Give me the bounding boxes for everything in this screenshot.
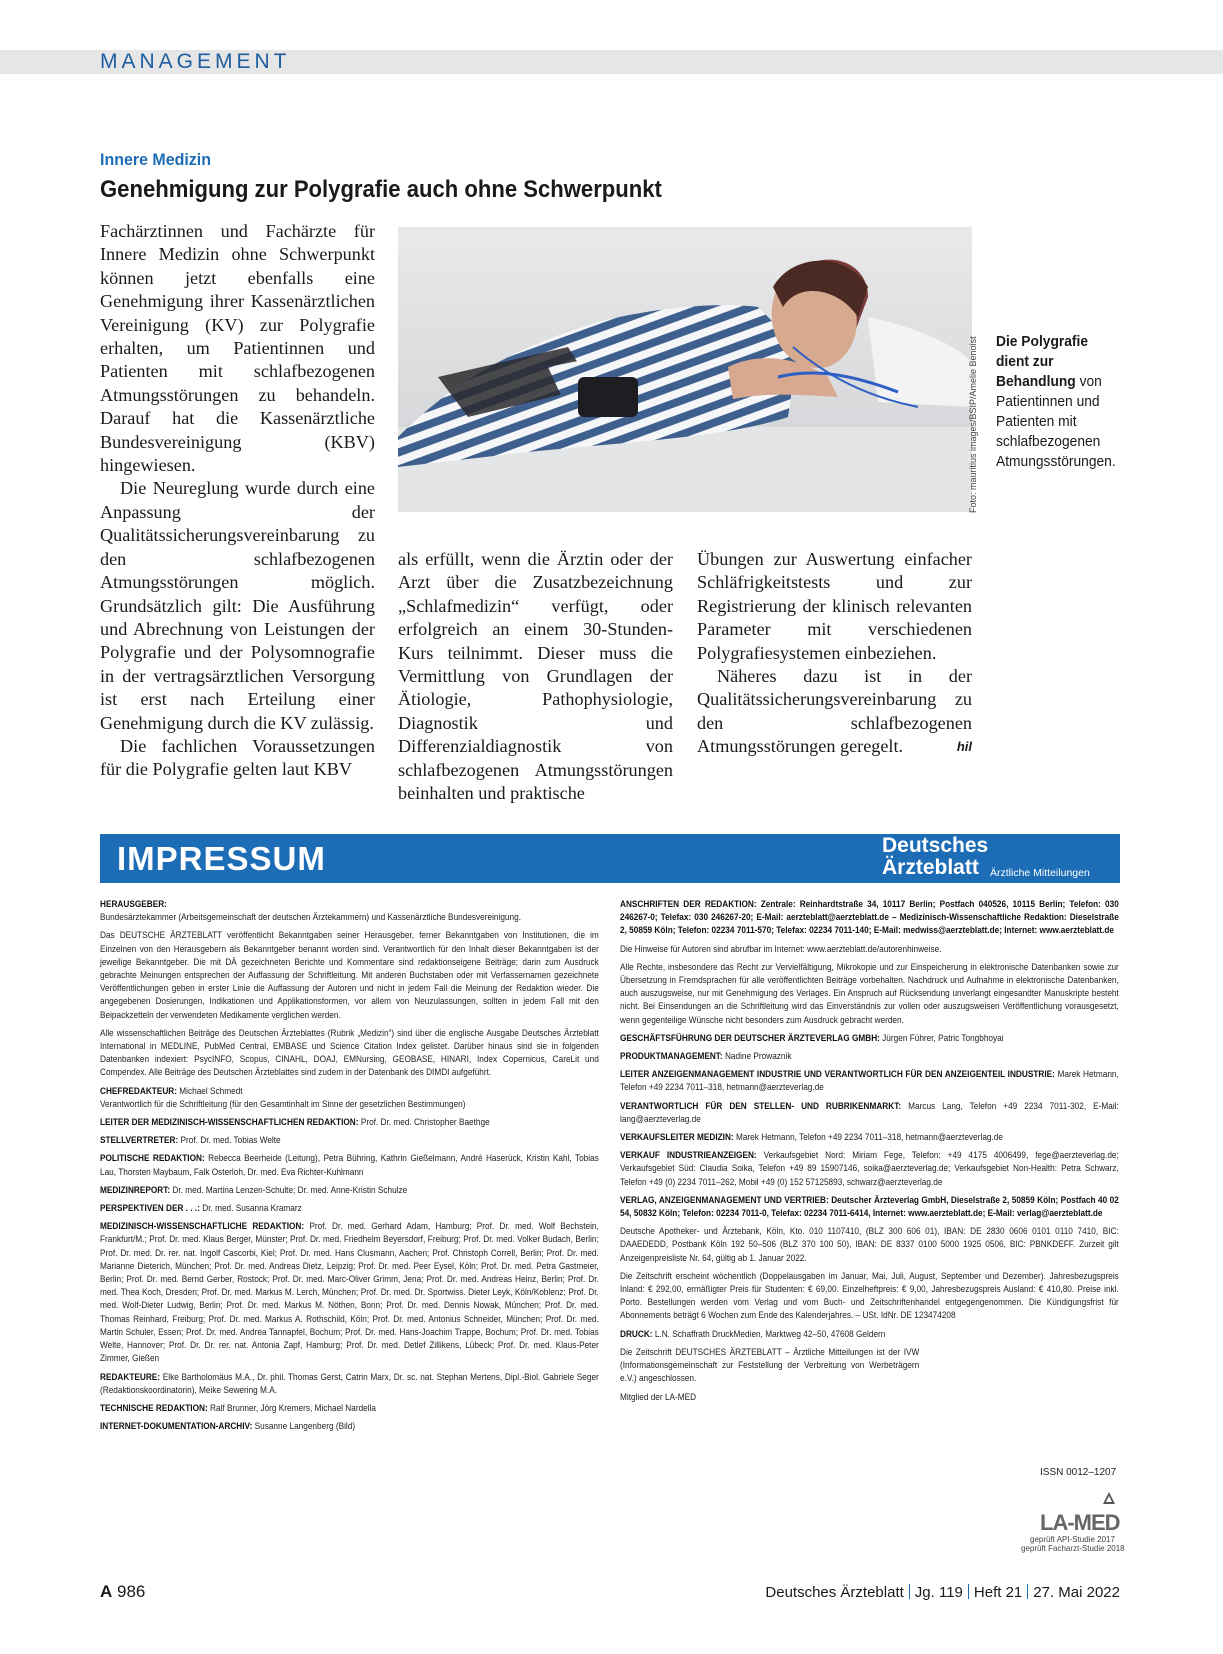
impressum-value: L.N. Schaffrath DruckMedien, Marktweg 42–50, 47608 Geldern [652, 1328, 886, 1340]
impressum-entry [100, 1027, 600, 1080]
impressum-value: Verkaufsgebiet Nord: Miriam Fege, Telefon: +49 4175 4006499, fege@aerzteverlag.de; Verkaufsgebiet Süd: Claudia Soika, Telefon +49 89 15907146, soika@aerzteverlag.de; Verkaufsgebiet Non-Health: Petra Schwarz, Telefon +49 (0) 2234 7011–262, Mobil +49 (0) 152 57125893, schwarz@aerzteverlag.de [620, 1150, 1119, 1188]
impressum-value: Prof. Dr. med. Christopher Baethge [358, 1117, 490, 1129]
impressum-entry [620, 1068, 1120, 1094]
paragraph-text: Näheres dazu ist in der Qualitätssicherungsvereinbarung zu den schlafbezogenen Atmungsstörungen geregelt. [697, 666, 972, 757]
impressum-entry [620, 1346, 920, 1386]
impressum-entry [620, 1050, 1120, 1063]
impressum-entry-text [100, 1184, 599, 1197]
impressum-entry-text [100, 1085, 599, 1098]
impressum-entry-text [100, 911, 599, 924]
impressum-entry [100, 929, 600, 1021]
impressum-entry [100, 1371, 600, 1397]
impressum-entry-text [620, 961, 1119, 1027]
impressum-entry-text [100, 1152, 599, 1178]
impressum-value: Die Zeitschrift erscheint wöchentlich (Doppelausgaben im Januar, Mai, Juli, August, September und Dezember). Jahresbezugspreis Inland: € 292,00, ermäßigter Preis für Studenten: € 69,00. Einzelheftpreis: € 9,00, Jahresbezugspreis Ausland: € 410,80. Preise inkl. Porto. Bestellungen werden vom Verlag und vom Buch- und Zeitschriftenhandel entgegengenommen. Die Kündigungsfrist für Abonnements beträgt 6 Wochen zum Ende des Kalenderjahres. – USt. IdNr. DE 123474208 [620, 1270, 1119, 1322]
impressum-entry [620, 1100, 1120, 1126]
journal-logo-line-2: Ärzteblatt [882, 856, 979, 879]
impressum-label: ANSCHRIFTEN DER REDAKTION: Zentrale: Reinhardtstraße 34, 10117 Berlin; Postfach 040526, 10115 Berlin; Telefon: 030 246267-0; Telefax: 030 246267-20; E-Mail: aerzteblatt@aerzteblatt.de – Medizinisch-Wissenschaftliche Redaktion: Dieselstraße 2, 50859 Köln; Telefon: 02234 7011-570; Telefax: 02234 7011-140; E-Mail: medwiss@aerzteblatt.de; Internet: www.aerzteblatt.de [620, 899, 1119, 937]
impressum-value: Rebecca Beerheide (Leitung), Petra Bühring, Kathrin Gießelmann, André Haserück, Kristin Kahl, Tobias Lau, Thorsten Maybaum, Falk Osterloh, Dr. med. Eva Richter-Kuhlmann [100, 1153, 599, 1178]
article-column-3 [697, 548, 972, 759]
impressum-value: Ralf Brunner, Jörg Kremers, Michael Nardella [207, 1402, 377, 1414]
sleeping-patient-image [398, 227, 972, 512]
article-column-1 [100, 220, 375, 782]
footer-date: 27. Mai 2022 [1033, 1584, 1120, 1601]
article-kicker: Innere Medizin [100, 150, 211, 169]
paragraph: Die Neureglung wurde durch eine Anpassung der Qualitätssicherungsvereinbarung zu den schlafbezogenen Atmungsstörungen möglich. Grundsätzlich gilt: Die Ausführung und Abrechnung von Leistungen der Polygrafie und der Polysomnografie in der vertragsärztlichen Versorgung ist erst nach Erteilung einer Genehmigung durch die KV zulässig. [100, 478, 375, 733]
impressum-entry-text [100, 898, 599, 911]
impressum-entry-text [620, 1100, 1119, 1126]
paragraph: Übungen zur Auswertung einfacher Schläfrigkeitstests und zur Registrierung der klinisch relevanten Parameter mit verschiedenen Polygrafiesystemen einbeziehen. [697, 549, 972, 663]
impressum-value: Die Zeitschrift DEUTSCHES ÄRZTEBLATT – Ärztliche Mitteilungen ist der IVW (Informationsgemeinschaft zur Feststellung der Verbreitung von Werbeträgern e.V.) angeschlossen. [620, 1346, 920, 1385]
impressum-entry [100, 1202, 600, 1215]
impressum-title: IMPRESSUM [117, 840, 326, 877]
impressum-value: Verantwortlich für die Schriftleitung (für den Gesamtinhalt im Sinne der gesetzlichen Bestimmungen) [100, 1098, 466, 1110]
paragraph: als erfüllt, wenn die Ärztin oder der Arzt über die Zusatzbezeichnung „Schlafmedizin“ verfügt, oder erfolgreich an einem 30-Stunden-Kurs teilnimmt. Dieser muss die Vermittlung von Grundlagen der Ätiologie, Pathophysiologie, Diagnostik und Differenzialdiagnostik von schlafbezogenen Atmungsstörungen beinhalten und praktische [398, 549, 673, 804]
impressum-entry-text [100, 1134, 599, 1147]
page-prefix: A [100, 1582, 113, 1601]
impressum-entry [100, 898, 600, 911]
impressum-entry-text [620, 1194, 1119, 1220]
lamed-note-1: geprüft API-Studie 2017 [1030, 1535, 1115, 1544]
impressum-label: PRODUKTMANAGEMENT: [620, 1051, 723, 1063]
impressum-entry-text [620, 1391, 919, 1404]
impressum-value: Elke Bartholomäus M.A., Dr. phil. Thomas Gerst, Catrin Marx, Dr. sc. nat. Stephan Mertens, Dipl.-Biol. Gabriele Seger (Redaktionskoordinatorin), Meike Sewering M.A. [100, 1371, 599, 1396]
impressum-label: VERANTWORTLICH FÜR DEN STELLEN- UND RUBRIKENMARKT: [620, 1100, 902, 1112]
impressum-label: CHEFREDAKTEUR: [100, 1085, 178, 1097]
impressum-entry-text [620, 943, 1119, 956]
impressum-entry-text [100, 1098, 599, 1111]
issn: ISSN 0012–1207 [1040, 1467, 1117, 1478]
impressum-value: Marcus Lang, Telefon +49 2234 7011-302, E-Mail: lang@aerzteverlag.de [620, 1100, 1119, 1125]
impressum-entry [100, 1420, 600, 1433]
impressum-entry-text [620, 1050, 1119, 1063]
footer-divider [968, 1584, 969, 1599]
impressum-entry-text [620, 1346, 919, 1386]
lamed-logo: LA-MED [1040, 1510, 1120, 1535]
impressum-label: MEDIZINISCH-WISSENSCHAFTLICHE REDAKTION: [100, 1221, 305, 1233]
impressum-value: Jürgen Führer, Patric Tongbhoyai [879, 1032, 1004, 1044]
impressum-label: PERSPEKTIVEN DER . . .: [100, 1203, 200, 1215]
impressum-value: Dr. med. Susanna Kramarz [199, 1203, 302, 1215]
impressum-entry-text [620, 898, 1119, 938]
impressum-value: Michael Schmedt [177, 1085, 243, 1097]
photo-caption [996, 332, 1116, 472]
footer-divider [1027, 1584, 1028, 1599]
impressum-value: Nadine Prowaznik [722, 1051, 792, 1063]
paragraph: Die fachlichen Voraussetzungen für die Polygrafie gelten laut KBV [100, 735, 375, 780]
impressum-label: DRUCK: [620, 1328, 653, 1340]
impressum-value: Alle wissenschaftlichen Beiträge des Deutschen Ärzteblattes (Rubrik „Medizin“) sind über die englische Ausgabe Deutsches Ärzteblatt International in MEDLINE, PubMed Central, EMBASE und Science Citation Index gelistet. Darüber hinaus sind sie in folgenden Datenbanken indexiert: PsycINFO, Scopus, CINAHL, DOAJ, EMNursing, GEOBASE, HINARI, Index Copernicus, CareLit und Compendex. Alle Beiträge des Deutschen Ärzteblattes sind zudem in der Datenbank des DIMDI aufgeführt. [100, 1027, 599, 1079]
impressum-entry-text [100, 1027, 599, 1080]
impressum-value: Prof. Dr. med. Tobias Welte [178, 1135, 281, 1147]
impressum-value: Prof. Dr. med. Gerhard Adam, Hamburg; Prof. Dr. med. Wolf Bechstein, Frankfurt/M.; Prof. Dr. med. Klaus Berger, Münster; Prof. Dr. med. Friedhelm Beyersdorf, Freiburg; Prof. Dr. med. Volker Budach, Berlin; Prof. Dr. med. Dr. rer. nat. Ingolf Cascorbi, Kiel; Prof. Dr. med. Hans Clusmann, Aachen; Prof. Christoph Correll, Berlin; Prof. Dr. med. Marianne Dieterich, München; Prof. Dr. med. Andreas Dietz, Leipzig; Prof. Dr. med. Peer Eysel, Köln; Prof. Dr. med. Petra Gastmeier, Berlin; Prof. Dr. med. Bernd Gerber, Rostock; Prof. Dr. med. Marc-Oliver Grimm, Jena; Prof. Dr. med. Andreas Heinz, Berlin; Prof. Dr. med. Thea Koch, Dresden; Prof. Dr. med. Markus M. Lerch, München; Prof. Dr. med. Dr. Sportwiss. Dieter Leyk, Köln/Koblenz; Prof. Dr. med. Wolf-Dieter Ludwig, Berlin; Prof. Dr. med. Markus M. Nöthen, Bonn; Prof. Dr. med. Dennis Nowak, München; Prof. Dr. med. Thomas Reinhard, Freiburg; Prof. Dr. med. Markus A. Rothschild, Köln; Prof. Dr. med. Antonius Schneider, München; Prof. Dr. med. Martin Schuler, Essen; Prof. Dr. med. Andrea Tannapfel, Bochum; Prof. Dr. med. Hans-Joachim Trappe, Bochum; Prof. Dr. med. Tobias Welte, Hannover; Prof. Dr. Dr. rer. nat. Antonia Zapf, Hamburg; Prof. Dr. med. Detlef Zillikens, Lübeck; Prof. Dr. med. Klaus-Peter Zimmer, Gießen [100, 1221, 599, 1365]
impressum-entry [100, 1220, 600, 1365]
page-folio [100, 1582, 145, 1602]
caption-text: von Patientinnen und Patienten mit schlafbezogenen Atmungsstörungen. [996, 373, 1116, 470]
impressum-value: Dr. med. Martina Lenzen-Schulte; Dr. med. Anne-Kristin Schulze [170, 1184, 408, 1196]
impressum-left-column [100, 898, 600, 1438]
impressum-entry [620, 1391, 920, 1404]
impressum-label: STELLVERTRETER: [100, 1135, 179, 1147]
impressum-label: MEDIZINREPORT: [100, 1184, 171, 1196]
impressum-entry-text [620, 1270, 1119, 1323]
impressum-entry [620, 1131, 1120, 1144]
impressum-label: VERKAUFSLEITER MEDIZIN: [620, 1132, 734, 1144]
footer-journal: Deutsches Ärzteblatt [765, 1584, 904, 1601]
impressum-entry [620, 1032, 1120, 1045]
impressum-value: Bundesärztekammer (Arbeitsgemeinschaft der deutschen Ärztekammern) und Kassenärztliche Bundesvereinigung. [100, 912, 521, 924]
impressum-entry [620, 1270, 1120, 1323]
impressum-entry [100, 1402, 600, 1415]
impressum-entry-text [620, 1032, 1119, 1045]
impressum-value: Marek Hetmann, Telefon +49 2234 7011–318, hetmann@aerzteverlag.de [620, 1069, 1119, 1094]
caption-lead: Die Polygrafie dient zur Behandlung [996, 333, 1089, 390]
impressum-value: Susanne Langenberg (Bild) [252, 1421, 356, 1433]
impressum-value: Mitglied der LA-MED [620, 1391, 697, 1403]
footer-volume: Jg. 119 [914, 1584, 963, 1601]
impressum-entry [620, 898, 1120, 938]
impressum-entry [100, 1152, 600, 1178]
impressum-value: Alle Rechte, insbesondere das Recht zur Vervielfältigung, Mikrokopie und zur Einspeicherung in elektronische Datenbanken sowie zur Übersetzung in Fremdsprachen für alle veröffentlichten Beiträge vorbehalten. Nachdruck und Aufnahme in elektronische Datenbanken, auch auszugsweise, nur mit Genehmigung des Verlages. Ein Anspruch auf Rücksendung unverlangt eingesandter Manuskripte besteht nicht. Bei Einsendungen an die Schriftleitung wird das Einverständnis zur vollen oder auszugsweisen Veröffentlichung vorausgesetzt, wenn gegenteilige Wünsche nicht besonders zum Ausdruck gebracht werden. [620, 961, 1119, 1026]
impressum-value: Deutsche Apotheker- und Ärztebank, Köln, Kto. 010 1107410, (BLZ 300 606 01), IBAN: DE 2830 0606 0101 0110 7410, BIC: DAAEDEDD, Postbank Köln 192 50–506 (BLZ 370 100 50), IBAN: DE 8337 0100 5000 1925 0506, BIC: PBNKDEFF. Zurzeit gilt Anzeigenpreisliste Nr. 64, gültig ab 1. Januar 2022. [620, 1226, 1119, 1264]
footer-divider [909, 1584, 910, 1599]
page-number: 986 [117, 1582, 146, 1601]
footer-citation [765, 1584, 1120, 1601]
impressum-entry [620, 1328, 1120, 1341]
impressum-label: POLITISCHE REDAKTION: [100, 1153, 205, 1165]
impressum-entry-text [620, 1328, 1119, 1341]
impressum-label: INTERNET-DOKUMENTATION-ARCHIV: [100, 1421, 253, 1433]
impressum-entry [100, 1098, 600, 1111]
impressum-value: Marek Hetmann, Telefon +49 2234 7011–318, hetmann@aerzteverlag.de [733, 1132, 1003, 1144]
impressum-entry [100, 1184, 600, 1197]
impressum-value: Die Hinweise für Autoren sind abrufbar im Internet: www.aerzteblatt.de/autorenhinweise. [620, 943, 942, 955]
impressum-label: HERAUSGEBER: [100, 899, 167, 910]
impressum-entry [620, 1225, 1120, 1265]
impressum-entry-text [620, 1068, 1119, 1094]
impressum-entry [100, 1085, 600, 1098]
article-headline: Genehmigung zur Polygrafie auch ohne Schwerpunkt [100, 176, 662, 203]
paragraph [697, 665, 972, 759]
impressum-entry-text [620, 1149, 1119, 1189]
author-signature: hil [956, 739, 972, 755]
impressum-entry-text [100, 1402, 599, 1415]
journal-logo-line-1: Deutsches [882, 834, 989, 857]
impressum-entry-text [100, 1420, 599, 1433]
impressum-entry-text [100, 929, 599, 1021]
article-column-2 [398, 548, 673, 805]
impressum-entry-text [100, 1371, 599, 1397]
impressum-entry [620, 1149, 1120, 1189]
footer-issue: Heft 21 [973, 1584, 1023, 1601]
impressum-label: VERLAG, ANZEIGENMANAGEMENT UND VERTRIEB: Deutscher Ärzteverlag GmbH, Dieselstraße 2, 50859 Köln; Postfach 40 02 54, 50832 Köln; Telefon: 02234 7011-0, Telefax: 02234 7011-6414, Internet: www.aerzteblatt.de; E-Mail: verlag@aerzteblatt.de [620, 1194, 1119, 1220]
impressum-entry-text [100, 1202, 599, 1215]
impressum-value: Das DEUTSCHE ÄRZTEBLATT veröffentlicht Bekanntgaben seiner Herausgeber, ferner Bekanntgaben von Institutionen, die im Einzelnen von den Herausgebern als Bekanntgeber benannt worden sind. Verantwortlich für den Inhalt dieser Bekanntgaben ist der jeweilige Bekanntgeber. Die mit DÄ gezeichneten Berichte und Kommentare sind redaktionseigene Beiträge; darin zum Ausdruck gebrachte Meinungen entsprechen der Auffassung der Schriftleitung. Mit anderen Buchstaben oder mit Verfassernamen gezeichnete Veröffentlichungen geben in erster Linie die Auffassung der Autoren und nicht in jedem Fall die Meinung der Redaktion wieder. Die angegebenen Dosierungen, Indikationen und Applikationsformen, vor allem von Neuzulassungen, sollten in jedem Fall mit den Beipackzetteln der verwendeten Medikamente verglichen werden. [100, 930, 599, 1021]
article-photo [398, 227, 972, 512]
journal-logo-subtitle: Ärztliche Mitteilungen [990, 867, 1090, 879]
impressum-entry [100, 1134, 600, 1147]
impressum-label: VERKAUF INDUSTRIEANZEIGEN: [620, 1150, 757, 1162]
impressum-entry [620, 943, 1120, 956]
section-label: MANAGEMENT [100, 50, 291, 73]
impressum-entry [620, 961, 1120, 1027]
impressum-label: GESCHÄFTSFÜHRUNG DER DEUTSCHER ÄRZTEVERLAG GMBH: [620, 1032, 880, 1044]
impressum-label: REDAKTEURE: [100, 1371, 161, 1383]
impressum-entry [100, 1116, 600, 1129]
impressum-label: LEITER DER MEDIZINISCH-WISSENSCHAFTLICHEN REDAKTION: [100, 1117, 359, 1129]
impressum-entry [620, 1194, 1120, 1220]
impressum-entry-text [100, 1220, 599, 1365]
impressum-label: LEITER ANZEIGENMANAGEMENT INDUSTRIE UND VERANTWORTLICH FÜR DEN ANZEIGENTEIL INDUSTRIE: [620, 1069, 1055, 1081]
lamed-logo-icon [1102, 1491, 1116, 1505]
lamed-note-2: geprüft Facharzt-Studie 2018 [1021, 1544, 1125, 1553]
impressum-label: TECHNISCHE REDAKTION: [100, 1402, 208, 1414]
impressum-right-column [620, 898, 1120, 1409]
paragraph: Fachärztinnen und Fachärzte für Innere Medizin ohne Schwerpunkt können jetzt ebenfalls eine Genehmigung ihrer Kassenärztlichen Vereinigung (KV) zur Polygrafie erhalten, um Patientinnen und Patienten mit schlafbezogenen Atmungsstörungen zu behandeln. Darauf hat die Kassenärztliche Bundesvereinigung (KBV) hingewiesen. [100, 221, 375, 476]
photo-credit: Foto: mauritius images/BSIP/Amelie Benoist [968, 336, 978, 513]
impressum-entry-text [620, 1225, 1119, 1265]
impressum-entry-text [620, 1131, 1119, 1144]
impressum-entry [100, 911, 600, 924]
impressum-entry-text [100, 1116, 599, 1129]
